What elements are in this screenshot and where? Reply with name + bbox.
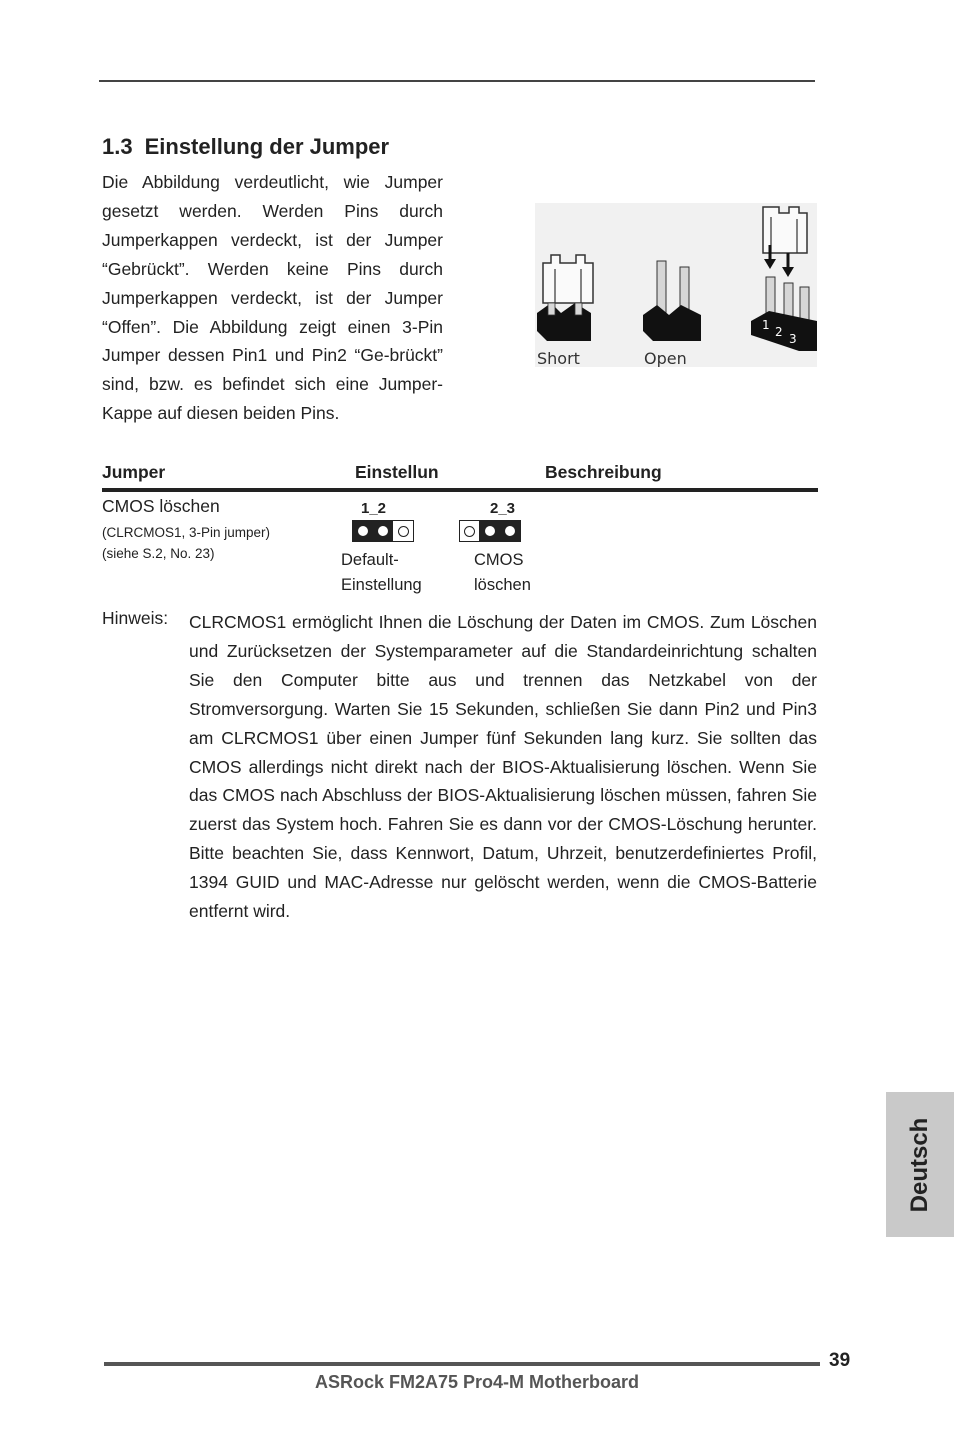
pin-setting-clear-label: 2_3 — [490, 500, 516, 517]
setting-default-caption-2: Einstellung — [341, 576, 422, 594]
column-header-description: Beschreibung — [545, 462, 662, 482]
column-header-setting: Einstellun — [355, 462, 439, 482]
pin-number-2: 2 — [775, 325, 783, 339]
intro-paragraph: Die Abbildung verdeutlicht, wie Jumper gesetzt werden. Werden Pins durch Jumperkappen verdeckt, ist der Jumper “Gebrückt”. Werden keine Pins durch Jumperkappen verdeckt, ist der Jumper “Offen”. Die Abbildung zeigt einen 3-Pin Jumper dessen Pin1 und Pin2 “Ge-brückt” sind, bzw. es befindet sich eine Jumper-Kappe auf diesen beiden Pins. — [102, 172, 443, 424]
pin-number-1: 1 — [762, 318, 770, 332]
jumper-name: CMOS löschen — [102, 496, 220, 516]
pin-block-clear — [459, 520, 521, 542]
jumper-detail-2: (siehe S.2, No. 23) — [102, 546, 215, 561]
section-title-text: Einstellung der Jumper — [144, 134, 390, 159]
note-text: CLRCMOS1 ermöglicht Ihnen die Löschung der Daten im CMOS. Zum Löschen und Zurücksetzen der Systemparameter auf die Standardeinrichtung schalten Sie den Computer bitte aus und trennen das Netzkabel von der Stromversorgung. Warten Sie 15 Sekunden, schließen Sie dann Pin2 und Pin3 am CLRCMOS1 über einen Jumper fünf Sekunden lang kurz. Sie sollten das CMOS allerdings nicht direkt nach der BIOS-Aktualisierung löschen. Wenn Sie das CMOS nach Abschluss der BIOS-Aktualisierung löschen müssen, fahren Sie zuerst das System hoch. Fahren Sie es dann vor der CMOS-Löschung herunter. Bitte beachten Sie, dass Kennwort, Datum, Uhrzeit, benutzerdefiniertes Profil, 1394 GUID und MAC-Adresse nur gelöscht werden, wenn die CMOS-Batterie entfernt wird. — [189, 612, 817, 922]
top-rule — [99, 80, 815, 82]
short-jumper — [537, 255, 593, 341]
jumper-detail-1: (CLRCMOS1, 3-Pin jumper) — [102, 525, 271, 540]
column-header-jumper: Jumper — [102, 462, 166, 482]
pin-2-shorted — [373, 521, 393, 541]
language-tab — [886, 1092, 954, 1237]
language-tab-label: Deutsch — [906, 1117, 933, 1212]
open-label: Open — [644, 349, 687, 367]
table-header-rule — [102, 488, 818, 492]
section-title — [102, 134, 389, 160]
short-label: Short — [537, 349, 580, 367]
footer-product: ASRock FM2A75 Pro4-M Motherboard — [314, 1372, 640, 1392]
jumper-illustration — [535, 203, 817, 367]
pin-3-open — [393, 521, 413, 541]
pin-1-shorted — [353, 521, 373, 541]
pin-1-open — [460, 521, 480, 541]
pin-3-shorted — [500, 521, 520, 541]
setting-clear-caption-2: löschen — [474, 576, 531, 594]
bottom-rule — [104, 1362, 820, 1366]
page-number: 39 — [829, 1350, 851, 1371]
pin-2-shorted — [480, 521, 500, 541]
pin-block-default — [352, 520, 414, 542]
setting-default-caption-1: Default- — [341, 551, 399, 569]
section-number: 1.3 — [102, 134, 133, 159]
note-label: Hinweis: — [102, 608, 169, 628]
pin-setting-default-label: 1_2 — [361, 500, 387, 517]
pin-number-3: 3 — [789, 332, 797, 346]
setting-clear-caption-1: CMOS — [474, 551, 524, 569]
